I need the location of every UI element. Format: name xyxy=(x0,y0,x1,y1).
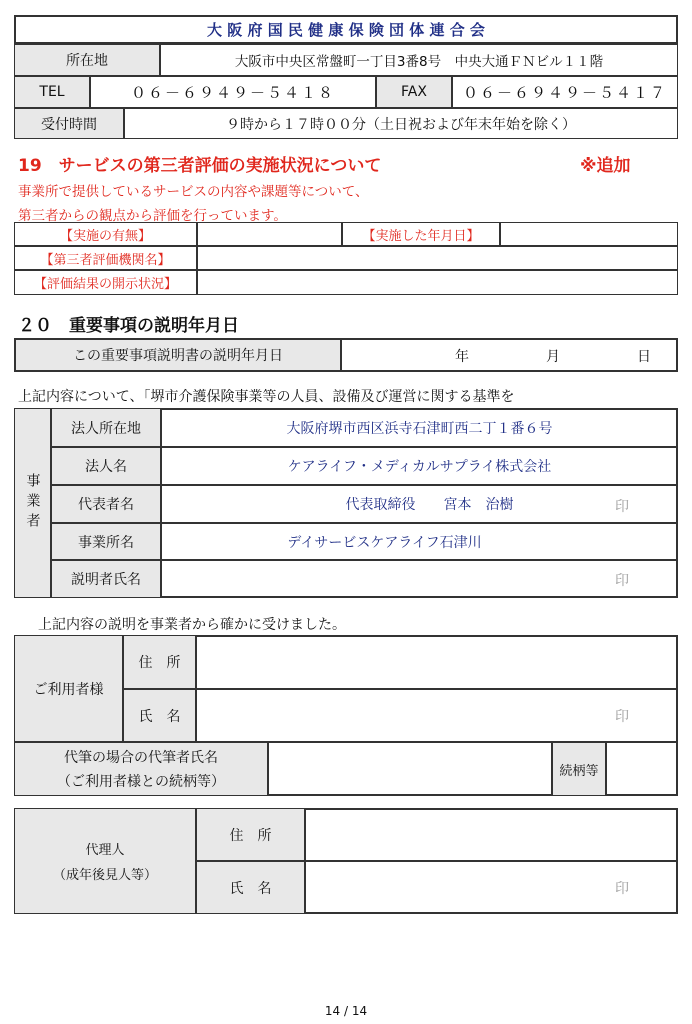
user-label xyxy=(15,636,123,742)
corp-name-label xyxy=(51,447,161,485)
user-label-text: ご利用者様 xyxy=(33,681,104,698)
rep-label xyxy=(51,485,161,523)
tel-label-text: TEL xyxy=(39,84,65,100)
explainer-label-text: 説明者氏名 xyxy=(71,572,141,588)
explain-date-label xyxy=(14,338,342,372)
tel-value xyxy=(90,76,376,108)
agent-name-label xyxy=(196,861,305,913)
rep-value xyxy=(161,485,677,523)
agent-label-line1: 代理人 xyxy=(85,843,125,858)
agent-address-label xyxy=(196,809,305,861)
section19-desc-line1: 事業所で提供しているサービスの内容や課題等について、 xyxy=(18,184,369,200)
implemented-label-text: 【実施の有無】 xyxy=(59,228,151,244)
corp-address-text: 大阪府堺市西区浜寺石津町西二丁１番６号 xyxy=(286,420,553,437)
section19-title: 19 サービスの第三者評価の実施状況について xyxy=(18,156,382,176)
agent-name-field[interactable] xyxy=(305,861,677,913)
agency-label-text: 【第三者評価機関名】 xyxy=(40,252,171,268)
address-label-text: 所在地 xyxy=(66,53,108,69)
hours-text: ９時から１７時００分（土日祝および年末年始を除く） xyxy=(226,116,576,133)
statement-text: 上記内容について、「堺市介護保険事業等の人員、設備及び運営に関する基準を xyxy=(18,389,515,405)
proxy-writer-label-line1: 代筆の場合の代筆者氏名 xyxy=(64,750,218,766)
proxy-writer-label xyxy=(15,742,268,795)
tel-label xyxy=(14,76,90,108)
hours-label-text: 受付時間 xyxy=(41,116,97,133)
org-name-text: 大 阪 府 国 民 健 康 保 険 団 体 連 合 会 xyxy=(207,21,485,39)
explainer-label xyxy=(51,560,161,597)
agent-name-label-text: 氏 名 xyxy=(229,880,272,897)
office-value xyxy=(161,523,677,560)
user-name-label xyxy=(123,689,196,742)
disclosure-label-text: 【評価結果の開示状況】 xyxy=(33,277,177,292)
tel-text: ０６－６９４９－５４１８ xyxy=(130,83,335,102)
day-label: 日 xyxy=(637,349,651,365)
agency-label xyxy=(14,246,197,270)
explainer-seal: 印 xyxy=(615,573,629,589)
provider-group-label-text: 事業者 xyxy=(24,473,41,533)
user-address-label xyxy=(123,636,196,689)
agent-label-line2: （成年後見人等） xyxy=(52,868,157,883)
address-text: 大阪市中央区常盤町一丁目3番8号 中央大通ＦＮビル１１階 xyxy=(234,54,604,70)
implemented-label xyxy=(14,222,197,246)
user-name-label-text: 氏 名 xyxy=(138,708,181,725)
page-number: 14 / 14 xyxy=(324,1004,368,1018)
corp-address-value xyxy=(161,409,677,447)
corp-name-text: ケアライフ・メディカルサプライ株式会社 xyxy=(287,459,552,475)
corp-name-label-text: 法人名 xyxy=(85,459,127,475)
rep-label-text: 代表者名 xyxy=(78,497,134,513)
org-name xyxy=(14,15,678,44)
corp-name-value xyxy=(161,447,677,485)
section19-desc-line2: 第三者からの観点から評価を行っています。 xyxy=(18,208,287,224)
explain-date-field[interactable] xyxy=(340,338,678,372)
confirm-text: 上記内容の説明を事業者から確かに受けました。 xyxy=(38,617,346,633)
disclosure-field[interactable] xyxy=(197,270,678,295)
office-label xyxy=(51,523,161,560)
address-label xyxy=(14,44,160,76)
user-name-field[interactable] xyxy=(196,689,677,742)
year-label: 年 xyxy=(455,349,469,365)
date-label-text: 【実施した年月日】 xyxy=(362,228,480,244)
user-address-label-text: 住 所 xyxy=(138,655,181,671)
agent-address-label-text: 住 所 xyxy=(229,827,272,844)
user-address-field[interactable] xyxy=(196,636,677,689)
fax-text: ０６－６９４９－５４１７ xyxy=(462,83,667,102)
date-label xyxy=(342,222,500,246)
office-label-text: 事業所名 xyxy=(78,534,134,551)
proxy-writer-field[interactable] xyxy=(268,742,552,795)
rep-seal: 印 xyxy=(615,499,629,515)
agent-address-field[interactable] xyxy=(305,809,677,861)
disclosure-label xyxy=(14,270,197,295)
relation-field[interactable] xyxy=(606,742,677,795)
corp-address-label-text: 法人所在地 xyxy=(71,420,141,437)
fax-value xyxy=(452,76,678,108)
hours-value xyxy=(124,108,678,139)
month-label: 月 xyxy=(546,349,560,365)
date-field[interactable] xyxy=(500,222,678,246)
corp-address-label xyxy=(51,409,161,447)
explainer-field[interactable] xyxy=(161,560,677,597)
fax-label-text: FAX xyxy=(401,84,427,100)
explain-date-label-text: この重要事項説明書の説明年月日 xyxy=(73,348,283,364)
relation-label xyxy=(552,742,606,795)
agency-field[interactable] xyxy=(197,246,678,270)
implemented-field[interactable] xyxy=(197,222,342,246)
section19-added: ※追加 xyxy=(580,156,631,176)
proxy-writer-label-line2: （ご利用者様との続柄等） xyxy=(57,774,225,790)
section20-title: ２０ 重要事項の説明年月日 xyxy=(18,316,239,336)
rep-text: 代表取締役 宮本 治樹 xyxy=(345,497,514,513)
fax-label xyxy=(376,76,452,108)
agent-seal: 印 xyxy=(615,881,629,897)
provider-group-label xyxy=(15,409,51,597)
hours-label xyxy=(14,108,124,139)
relation-label-text: 続柄等 xyxy=(559,763,599,779)
address-value xyxy=(160,44,678,76)
office-text: デイサービスケアライフ石津川 xyxy=(287,534,482,551)
agent-label xyxy=(15,809,196,913)
user-seal: 印 xyxy=(615,709,629,725)
